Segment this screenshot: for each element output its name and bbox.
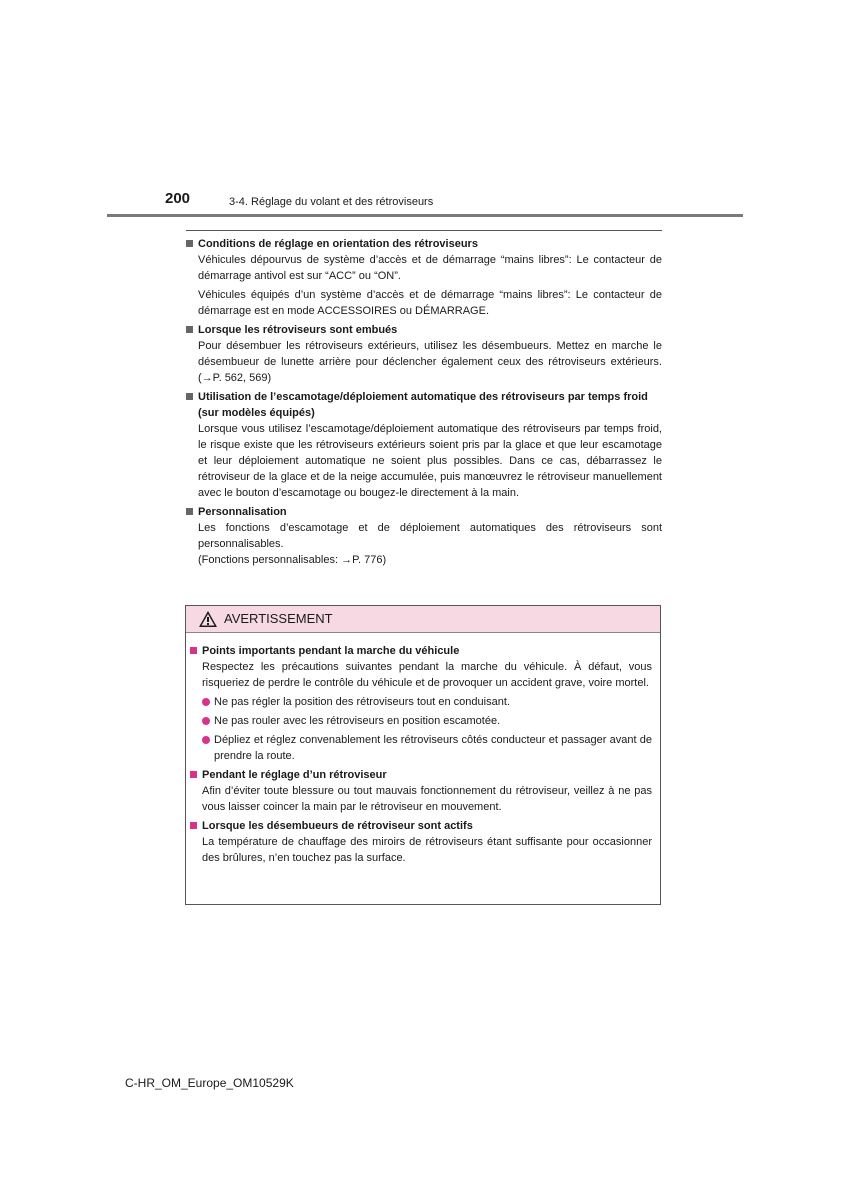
bullet-dot-icon bbox=[202, 698, 210, 706]
paragraph: Véhicules équipés d’un système d’accès et de démarrage “mains libres”: Le contacteur de démarrage est en mode ACCESSOIRES ou DÉMARRAGE. bbox=[198, 289, 662, 317]
warning-item-defoggers bbox=[190, 818, 652, 866]
section-cold-weather-folding bbox=[186, 389, 662, 501]
warning-header bbox=[186, 606, 660, 633]
content-body bbox=[186, 236, 662, 571]
section-mirror-conditions bbox=[186, 236, 662, 319]
square-bullet-icon bbox=[190, 647, 197, 654]
warning-heading: Pendant le réglage d’un rétroviseur bbox=[202, 769, 387, 781]
section-customization bbox=[186, 504, 662, 568]
section-heading: Conditions de réglage en orientation des rétroviseurs bbox=[198, 238, 478, 250]
square-bullet-icon bbox=[186, 508, 193, 515]
paragraph: Lorsque vous utilisez l’escamotage/déploiement automatique des rétroviseurs par temps froid, le risque existe que les rétroviseurs extérieurs soient pris par la glace et que leur escamotage et leur déploiement automatique ne soient plus possibles. Dans ce cas, débarrassez le rétroviseur de la glace et de la neige accumulée, puis manœuvrez le rétroviseur manuellement avec le bouton d’escamotage ou bougez-le directement à la main. bbox=[198, 423, 662, 499]
paragraph: Véhicules dépourvus de système d’accès et de démarrage “mains libres”: Le contacteur de démarrage antivol est sur “ACC” ou “ON”. bbox=[198, 254, 662, 282]
warning-text: La température de chauffage des miroirs de rétroviseurs étant suffisante pour occasionner des brûlures, n’en touchez pas la surface. bbox=[202, 836, 652, 864]
warning-box bbox=[185, 605, 661, 905]
paragraph: (Fonctions personnalisables: →P. 776) bbox=[198, 554, 387, 566]
warning-title: AVERTISSEMENT bbox=[224, 611, 333, 626]
warning-text: Respectez les précautions suivantes pendant la marche du véhicule. À défaut, vous risqueriez de perdre le contrôle du véhicule et de provoquer un accident grave, voire mortel. bbox=[202, 661, 652, 689]
section-heading: Lorsque les rétroviseurs sont embués bbox=[198, 324, 398, 336]
paragraph: Les fonctions d’escamotage et de déploiement automatiques des rétroviseurs sont personnalisables. bbox=[198, 522, 662, 550]
section-heading: Personnalisation bbox=[198, 506, 287, 518]
warning-text: Afin d’éviter toute blessure ou tout mauvais fonctionnement du rétroviseur, veillez à ne pas vous laisser coincer la main par le rétroviseur en mouvement. bbox=[202, 785, 652, 813]
square-bullet-icon bbox=[186, 326, 193, 333]
square-bullet-icon bbox=[186, 393, 193, 400]
section-title: 3-4. Réglage du volant et des rétroviseurs bbox=[229, 196, 434, 208]
warning-heading: Lorsque les désembueurs de rétroviseur sont actifs bbox=[202, 820, 473, 832]
square-bullet-icon bbox=[190, 771, 197, 778]
warning-item-adjusting bbox=[190, 767, 652, 815]
section-heading: Utilisation de l’escamotage/déploiement automatique des rétroviseurs par temps froid (sur modèles équipés) bbox=[198, 391, 648, 419]
bullet-dot-icon bbox=[202, 736, 210, 744]
warning-heading: Points importants pendant la marche du véhicule bbox=[202, 645, 460, 657]
warning-bullet: Ne pas régler la position des rétroviseurs tout en conduisant. bbox=[202, 694, 652, 710]
bullet-dot-icon bbox=[202, 717, 210, 725]
warning-bullet: Ne pas rouler avec les rétroviseurs en position escamotée. bbox=[202, 713, 652, 729]
header-rule bbox=[107, 214, 743, 217]
warning-triangle-icon bbox=[198, 610, 218, 628]
content-rule bbox=[186, 230, 662, 231]
warning-bullet: Dépliez et réglez convenablement les rétroviseurs côtés conducteur et passager avant de prendre la route. bbox=[202, 732, 652, 764]
paragraph: Pour désembuer les rétroviseurs extérieurs, utilisez les désembueurs. Mettez en marche le désembueur de lunette arrière pour déclencher également ceux des rétroviseurs extérieurs. (→P. 562, 569) bbox=[198, 340, 662, 384]
warning-body bbox=[186, 633, 660, 866]
square-bullet-icon bbox=[186, 240, 193, 247]
section-fogged-mirrors bbox=[186, 322, 662, 386]
warning-item-driving bbox=[190, 643, 652, 764]
document-code: C-HR_OM_Europe_OM10529K bbox=[125, 1076, 294, 1090]
square-bullet-icon bbox=[190, 822, 197, 829]
page-number: 200 bbox=[165, 190, 191, 207]
